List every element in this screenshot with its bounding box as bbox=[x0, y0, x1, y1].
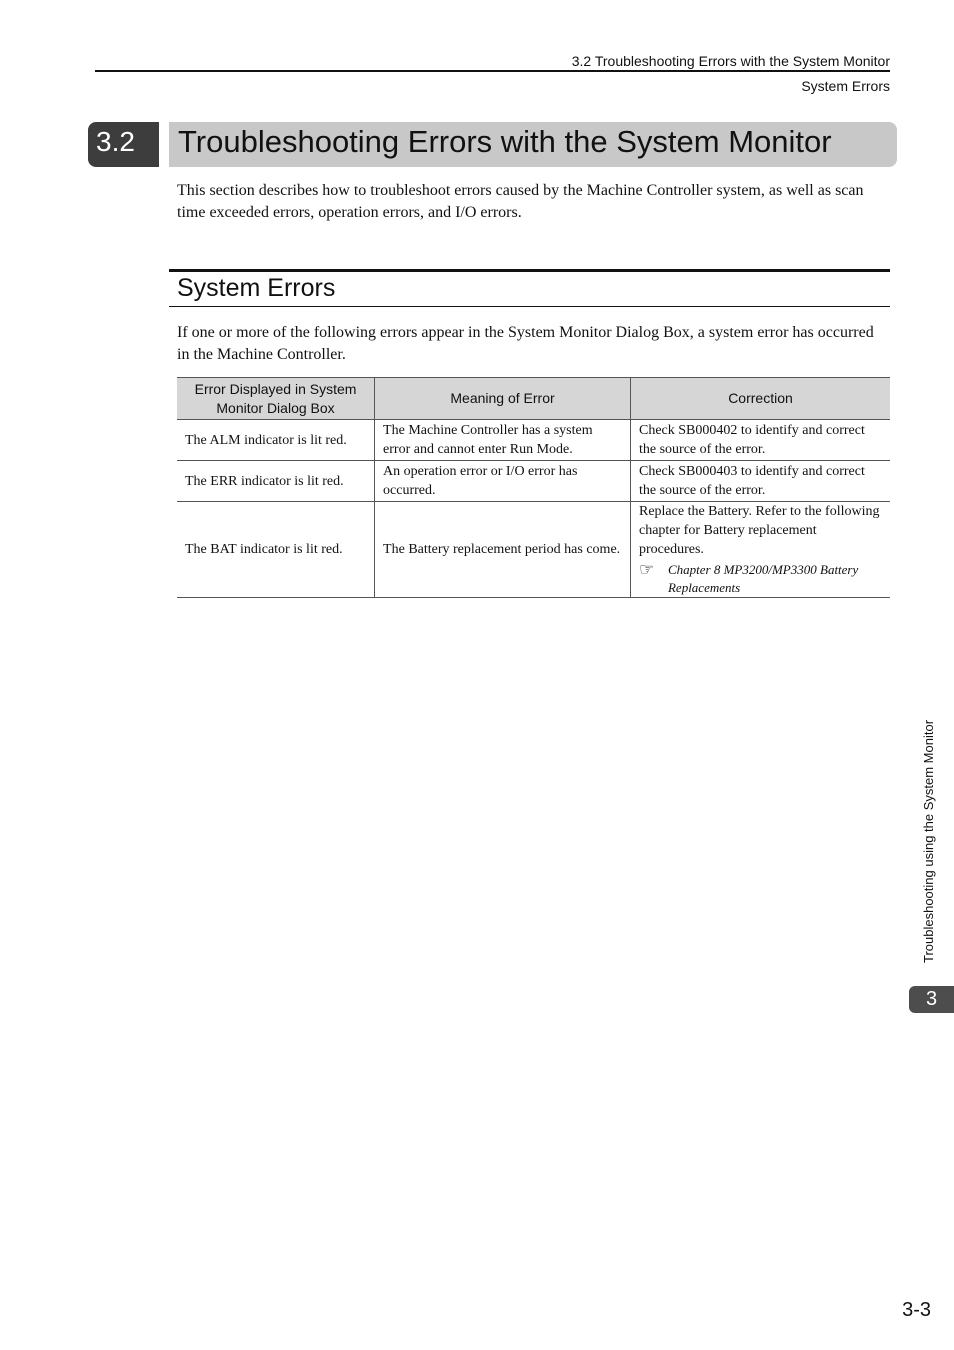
header-correction: Correction bbox=[630, 378, 890, 420]
cell-error-displayed: The BAT indicator is lit red. bbox=[177, 502, 375, 598]
page-number: 3-3 bbox=[902, 1299, 931, 1321]
correction-text: Replace the Battery. Refer to the following chapter for Battery replacement procedures. bbox=[638, 504, 880, 557]
table-row bbox=[177, 420, 890, 461]
subsection-title: System Errors bbox=[177, 274, 336, 302]
section-intro: This section describes how to troubleshoot errors caused by the Machine Controller system, as well as scan time exceeded errors, operation errors, and I/O errors. bbox=[177, 182, 864, 221]
side-tab-label: Troubleshooting using the System Monitor bbox=[921, 719, 936, 963]
section-number: 3.2 bbox=[88, 122, 159, 167]
reference-link[interactable] bbox=[639, 561, 882, 597]
running-header-subsection: System Errors bbox=[801, 78, 890, 94]
system-errors-table bbox=[177, 377, 890, 598]
subsection-intro: If one or more of the following errors appear in the System Monitor Dialog Box, a system error has occurred in the Machine Controller. bbox=[177, 324, 874, 363]
header-error-displayed: Error Displayed in System Monitor Dialog Box bbox=[177, 378, 375, 420]
section-title: Troubleshooting Errors with the System Monitor bbox=[169, 122, 897, 167]
header-meaning: Meaning of Error bbox=[375, 378, 631, 420]
cell-error-displayed: The ALM indicator is lit red. bbox=[177, 420, 375, 461]
cell-meaning: An operation error or I/O error has occurred. bbox=[375, 461, 631, 502]
header-rule bbox=[95, 70, 890, 72]
table-row bbox=[177, 502, 890, 598]
cell-meaning: The Machine Controller has a system error and cannot enter Run Mode. bbox=[375, 420, 631, 461]
running-header bbox=[572, 49, 890, 99]
cell-correction: Check SB000403 to identify and correct the source of the error. bbox=[630, 461, 890, 502]
cell-correction bbox=[630, 502, 890, 598]
chapter-tab: 3 bbox=[909, 986, 954, 1013]
cell-meaning: The Battery replacement period has come. bbox=[375, 502, 631, 598]
table-row bbox=[177, 461, 890, 502]
table-header-row bbox=[177, 378, 890, 420]
subsection-rule-bottom bbox=[169, 306, 890, 307]
running-header-section: 3.2 Troubleshooting Errors with the System Monitor bbox=[571, 53, 890, 69]
cell-error-displayed: The ERR indicator is lit red. bbox=[177, 461, 375, 502]
reference-text: Chapter 8 MP3200/MP3300 Battery Replacements bbox=[667, 562, 859, 595]
pointing-hand-icon: ☞ bbox=[638, 560, 655, 579]
cell-correction: Check SB000402 to identify and correct the source of the error. bbox=[630, 420, 890, 461]
